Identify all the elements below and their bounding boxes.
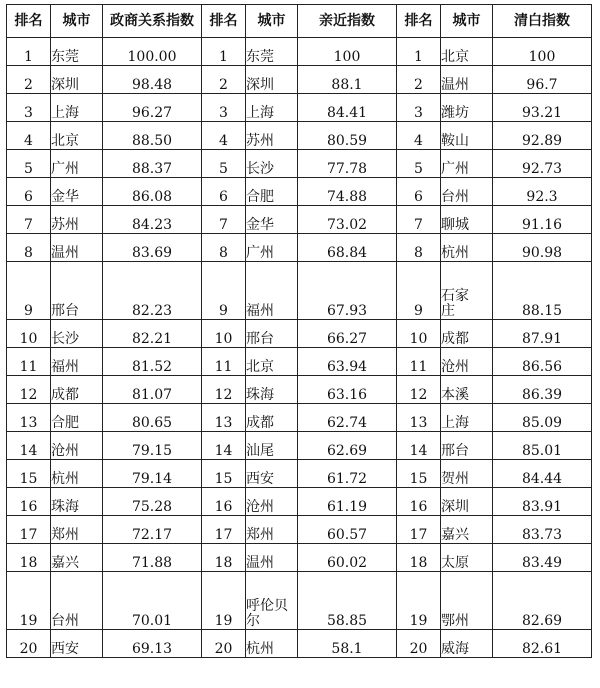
rank-cell: 19 <box>397 572 441 630</box>
city-cell: 温州 <box>441 66 493 94</box>
city-cell: 邢台 <box>246 320 298 348</box>
city-cell: 福州 <box>246 262 298 320</box>
score-cell: 75.28 <box>103 488 202 516</box>
rank-cell: 3 <box>397 94 441 122</box>
city-cell: 鞍山 <box>441 122 493 150</box>
city-cell: 福州 <box>51 348 103 376</box>
city-cell: 成都 <box>246 404 298 432</box>
table-row <box>7 150 592 178</box>
city-cell: 杭州 <box>51 460 103 488</box>
rank-cell: 19 <box>202 572 246 630</box>
city-cell: 深圳 <box>441 488 493 516</box>
rank-cell: 8 <box>397 234 441 262</box>
score-cell: 92.73 <box>493 150 592 178</box>
city-cell: 西安 <box>246 460 298 488</box>
city-cell: 深圳 <box>51 66 103 94</box>
table-row <box>7 544 592 572</box>
rank-cell: 15 <box>202 460 246 488</box>
city-cell: 珠海 <box>51 488 103 516</box>
city-cell: 东莞 <box>51 38 103 66</box>
rank-cell: 11 <box>202 348 246 376</box>
city-cell: 郑州 <box>51 516 103 544</box>
city-cell: 北京 <box>441 38 493 66</box>
score-cell: 84.44 <box>493 460 592 488</box>
score-cell: 83.49 <box>493 544 592 572</box>
header-city-2: 城市 <box>246 5 298 38</box>
rank-cell: 15 <box>397 460 441 488</box>
rank-cell: 5 <box>7 150 51 178</box>
city-cell: 鄂州 <box>441 572 493 630</box>
rank-cell: 10 <box>397 320 441 348</box>
city-cell: 长沙 <box>246 150 298 178</box>
rank-cell: 7 <box>7 206 51 234</box>
rank-cell: 16 <box>7 488 51 516</box>
rank-cell: 20 <box>397 630 441 658</box>
header-rank-2: 排名 <box>202 5 246 38</box>
city-cell: 北京 <box>246 348 298 376</box>
city-cell: 金华 <box>51 178 103 206</box>
score-cell: 72.17 <box>103 516 202 544</box>
rank-cell: 12 <box>397 376 441 404</box>
city-cell: 太原 <box>441 544 493 572</box>
rank-cell: 13 <box>397 404 441 432</box>
city-cell: 上海 <box>246 94 298 122</box>
score-cell: 58.85 <box>298 572 397 630</box>
city-cell: 广州 <box>51 150 103 178</box>
score-cell: 83.91 <box>493 488 592 516</box>
score-cell: 66.27 <box>298 320 397 348</box>
rank-cell: 5 <box>202 150 246 178</box>
rank-cell: 9 <box>7 262 51 320</box>
city-cell: 上海 <box>51 94 103 122</box>
table-row <box>7 572 592 630</box>
rank-cell: 10 <box>7 320 51 348</box>
city-cell: 上海 <box>441 404 493 432</box>
score-cell: 100 <box>493 38 592 66</box>
score-cell: 73.02 <box>298 206 397 234</box>
rank-cell: 7 <box>202 206 246 234</box>
city-cell: 合肥 <box>51 404 103 432</box>
score-cell: 85.09 <box>493 404 592 432</box>
header-rank-3: 排名 <box>397 5 441 38</box>
score-cell: 69.13 <box>103 630 202 658</box>
rank-cell: 6 <box>202 178 246 206</box>
city-cell: 深圳 <box>246 66 298 94</box>
score-cell: 60.57 <box>298 516 397 544</box>
table-row <box>7 488 592 516</box>
score-cell: 61.72 <box>298 460 397 488</box>
rank-cell: 17 <box>397 516 441 544</box>
table-row <box>7 516 592 544</box>
city-cell: 苏州 <box>51 206 103 234</box>
score-cell: 85.01 <box>493 432 592 460</box>
score-cell: 82.61 <box>493 630 592 658</box>
score-cell: 88.15 <box>493 262 592 320</box>
rank-cell: 1 <box>7 38 51 66</box>
rank-cell: 9 <box>202 262 246 320</box>
rank-cell: 2 <box>397 66 441 94</box>
rank-cell: 6 <box>397 178 441 206</box>
rank-cell: 11 <box>7 348 51 376</box>
table-row <box>7 122 592 150</box>
city-cell: 北京 <box>51 122 103 150</box>
score-cell: 63.16 <box>298 376 397 404</box>
score-cell: 86.56 <box>493 348 592 376</box>
score-cell: 77.78 <box>298 150 397 178</box>
table-row <box>7 234 592 262</box>
score-cell: 87.91 <box>493 320 592 348</box>
city-cell: 杭州 <box>246 630 298 658</box>
score-cell: 86.39 <box>493 376 592 404</box>
city-cell: 广州 <box>441 150 493 178</box>
city-cell: 呼伦贝 尔 <box>246 572 298 630</box>
table-row <box>7 320 592 348</box>
header-closeness-index: 亲近指数 <box>298 5 397 38</box>
rank-cell: 8 <box>202 234 246 262</box>
score-cell: 88.37 <box>103 150 202 178</box>
score-cell: 83.69 <box>103 234 202 262</box>
table-row <box>7 94 592 122</box>
rank-cell: 1 <box>397 38 441 66</box>
score-cell: 88.50 <box>103 122 202 150</box>
rank-cell: 3 <box>202 94 246 122</box>
rank-cell: 2 <box>7 66 51 94</box>
rank-cell: 18 <box>397 544 441 572</box>
city-cell: 郑州 <box>246 516 298 544</box>
table-row <box>7 376 592 404</box>
score-cell: 98.48 <box>103 66 202 94</box>
city-cell: 贺州 <box>441 460 493 488</box>
score-cell: 58.1 <box>298 630 397 658</box>
city-cell: 珠海 <box>246 376 298 404</box>
rank-cell: 18 <box>202 544 246 572</box>
city-cell: 沧州 <box>246 488 298 516</box>
table-row <box>7 206 592 234</box>
table-row <box>7 404 592 432</box>
city-cell: 温州 <box>246 544 298 572</box>
score-cell: 79.15 <box>103 432 202 460</box>
score-cell: 74.88 <box>298 178 397 206</box>
city-cell: 邢台 <box>441 432 493 460</box>
table-row <box>7 262 592 320</box>
rank-cell: 18 <box>7 544 51 572</box>
score-cell: 93.21 <box>493 94 592 122</box>
table-row <box>7 348 592 376</box>
header-integrity-index: 清白指数 <box>493 5 592 38</box>
score-cell: 62.74 <box>298 404 397 432</box>
score-cell: 82.69 <box>493 572 592 630</box>
city-cell: 成都 <box>51 376 103 404</box>
city-cell: 沧州 <box>441 348 493 376</box>
city-cell: 苏州 <box>246 122 298 150</box>
rank-cell: 8 <box>7 234 51 262</box>
rank-cell: 15 <box>7 460 51 488</box>
rank-cell: 17 <box>202 516 246 544</box>
table-row <box>7 460 592 488</box>
header-government-business-index: 政商关系指数 <box>103 5 202 38</box>
score-cell: 100.00 <box>103 38 202 66</box>
rank-cell: 10 <box>202 320 246 348</box>
rank-cell: 1 <box>202 38 246 66</box>
score-cell: 92.3 <box>493 178 592 206</box>
header-city-3: 城市 <box>441 5 493 38</box>
city-cell: 台州 <box>51 572 103 630</box>
rank-cell: 11 <box>397 348 441 376</box>
rank-cell: 17 <box>7 516 51 544</box>
score-cell: 84.23 <box>103 206 202 234</box>
score-cell: 70.01 <box>103 572 202 630</box>
city-cell: 沧州 <box>51 432 103 460</box>
score-cell: 86.08 <box>103 178 202 206</box>
city-cell: 威海 <box>441 630 493 658</box>
city-cell: 长沙 <box>51 320 103 348</box>
table-row <box>7 66 592 94</box>
rank-cell: 2 <box>202 66 246 94</box>
rank-cell: 14 <box>202 432 246 460</box>
score-cell: 84.41 <box>298 94 397 122</box>
score-cell: 68.84 <box>298 234 397 262</box>
city-cell: 本溪 <box>441 376 493 404</box>
rank-cell: 4 <box>7 122 51 150</box>
score-cell: 83.73 <box>493 516 592 544</box>
score-cell: 80.65 <box>103 404 202 432</box>
header-city-1: 城市 <box>51 5 103 38</box>
rank-cell: 16 <box>397 488 441 516</box>
rank-cell: 6 <box>7 178 51 206</box>
table-body <box>7 38 592 658</box>
score-cell: 71.88 <box>103 544 202 572</box>
score-cell: 82.23 <box>103 262 202 320</box>
city-cell: 温州 <box>51 234 103 262</box>
rank-cell: 19 <box>7 572 51 630</box>
score-cell: 82.21 <box>103 320 202 348</box>
score-cell: 63.94 <box>298 348 397 376</box>
rank-cell: 12 <box>7 376 51 404</box>
score-cell: 79.14 <box>103 460 202 488</box>
city-cell: 合肥 <box>246 178 298 206</box>
table-row <box>7 630 592 658</box>
score-cell: 80.59 <box>298 122 397 150</box>
score-cell: 62.69 <box>298 432 397 460</box>
score-cell: 81.52 <box>103 348 202 376</box>
score-cell: 67.93 <box>298 262 397 320</box>
score-cell: 92.89 <box>493 122 592 150</box>
score-cell: 81.07 <box>103 376 202 404</box>
city-cell: 台州 <box>441 178 493 206</box>
score-cell: 61.19 <box>298 488 397 516</box>
rank-cell: 16 <box>202 488 246 516</box>
table-header-row <box>7 5 592 38</box>
score-cell: 96.27 <box>103 94 202 122</box>
city-cell: 嘉兴 <box>51 544 103 572</box>
rank-cell: 3 <box>7 94 51 122</box>
rank-cell: 7 <box>397 206 441 234</box>
score-cell: 88.1 <box>298 66 397 94</box>
rank-cell: 4 <box>202 122 246 150</box>
city-cell: 东莞 <box>246 38 298 66</box>
score-cell: 60.02 <box>298 544 397 572</box>
rank-cell: 14 <box>7 432 51 460</box>
score-cell: 100 <box>298 38 397 66</box>
rank-cell: 20 <box>7 630 51 658</box>
city-cell: 邢台 <box>51 262 103 320</box>
table-row <box>7 178 592 206</box>
rank-cell: 14 <box>397 432 441 460</box>
city-cell: 西安 <box>51 630 103 658</box>
rank-cell: 13 <box>202 404 246 432</box>
table-row <box>7 432 592 460</box>
city-cell: 聊城 <box>441 206 493 234</box>
table-row <box>7 38 592 66</box>
city-cell: 嘉兴 <box>441 516 493 544</box>
rank-cell: 4 <box>397 122 441 150</box>
city-ranking-table <box>6 4 592 658</box>
city-cell: 金华 <box>246 206 298 234</box>
rank-cell: 9 <box>397 262 441 320</box>
city-cell: 潍坊 <box>441 94 493 122</box>
rank-cell: 5 <box>397 150 441 178</box>
score-cell: 96.7 <box>493 66 592 94</box>
city-cell: 杭州 <box>441 234 493 262</box>
score-cell: 90.98 <box>493 234 592 262</box>
rank-cell: 13 <box>7 404 51 432</box>
city-cell: 石家 庄 <box>441 262 493 320</box>
city-cell: 广州 <box>246 234 298 262</box>
city-cell: 汕尾 <box>246 432 298 460</box>
header-rank-1: 排名 <box>7 5 51 38</box>
rank-cell: 12 <box>202 376 246 404</box>
rank-cell: 20 <box>202 630 246 658</box>
city-cell: 成都 <box>441 320 493 348</box>
score-cell: 91.16 <box>493 206 592 234</box>
